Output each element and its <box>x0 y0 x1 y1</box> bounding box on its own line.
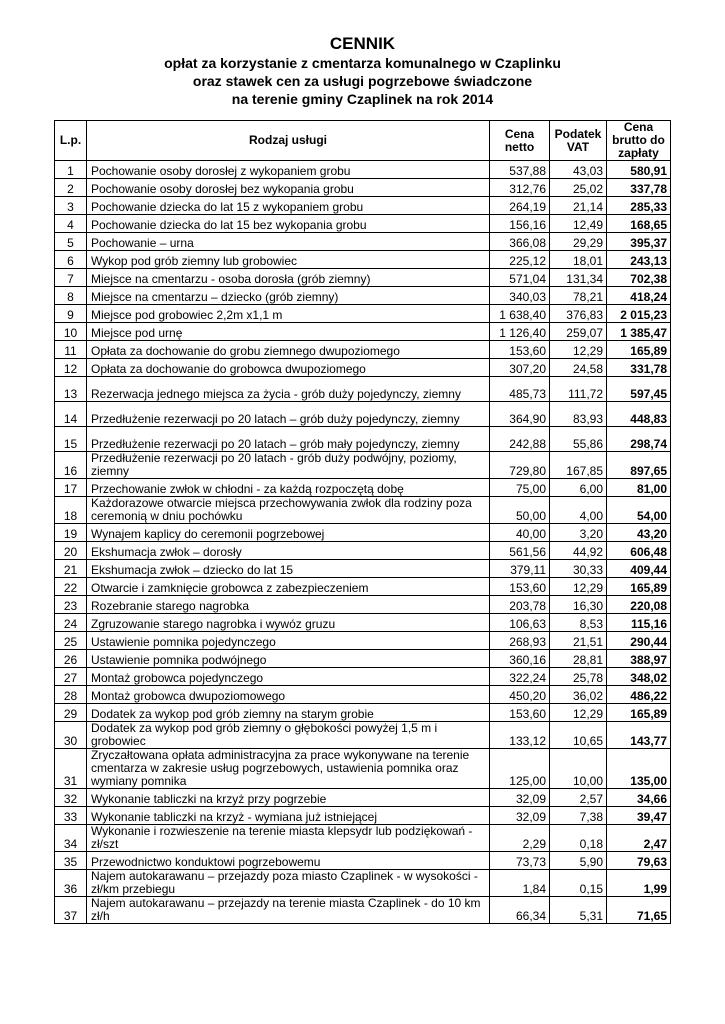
service-name: Wykop pod grób ziemny lub grobowiec <box>87 251 490 269</box>
gross-price: 388,97 <box>607 650 671 668</box>
net-price: 225,12 <box>490 251 550 269</box>
row-number: 30 <box>55 722 87 749</box>
vat-amount: 10,65 <box>550 722 607 749</box>
row-number: 8 <box>55 287 87 305</box>
gross-price: 79,63 <box>607 852 671 870</box>
vat-amount: 8,53 <box>550 614 607 632</box>
vat-amount: 55,86 <box>550 427 607 452</box>
net-price: 537,88 <box>490 161 550 179</box>
row-number: 19 <box>55 524 87 542</box>
row-number: 22 <box>55 578 87 596</box>
service-name: Rozebranie starego nagrobka <box>87 596 490 614</box>
service-name: Ustawienie pomnika pojedynczego <box>87 632 490 650</box>
service-name: Miejsce pod grobowiec 2,2m x1,1 m <box>87 305 490 323</box>
vat-amount: 6,00 <box>550 479 607 497</box>
gross-price: 39,47 <box>607 807 671 825</box>
gross-price: 135,00 <box>607 749 671 789</box>
net-price: 73,73 <box>490 852 550 870</box>
vat-amount: 36,02 <box>550 686 607 704</box>
table-row <box>55 596 671 614</box>
gross-price: 897,65 <box>607 452 671 479</box>
service-name: Najem autokarawanu – przejazdy na terenie miasta Czaplinek - do 10 km zł/h <box>87 897 490 924</box>
service-name: Miejsce na cmentarzu – dziecko (grób ziemny) <box>87 287 490 305</box>
table-row <box>55 668 671 686</box>
table-row <box>55 479 671 497</box>
vat-amount: 28,81 <box>550 650 607 668</box>
gross-price: 597,45 <box>607 377 671 402</box>
row-number: 25 <box>55 632 87 650</box>
subtitle-line-2: oraz stawek cen za usługi pogrzebowe świadczone <box>192 73 533 89</box>
vat-amount: 0,15 <box>550 870 607 897</box>
service-name: Opłata za dochowanie do grobowca dwupoziomego <box>87 359 490 377</box>
table-row <box>55 497 671 524</box>
service-name: Ekshumacja zwłok – dorosły <box>87 542 490 560</box>
gross-price: 409,44 <box>607 560 671 578</box>
net-price: 450,20 <box>490 686 550 704</box>
gross-price: 168,65 <box>607 215 671 233</box>
row-number: 35 <box>55 852 87 870</box>
table-row <box>55 341 671 359</box>
table-row <box>55 427 671 452</box>
vat-amount: 12,29 <box>550 704 607 722</box>
service-name: Każdorazowe otwarcie miejsca przechowywania zwłok dla rodziny poza ceremonią w dniu pochówku <box>87 497 490 524</box>
gross-price: 1 385,47 <box>607 323 671 341</box>
table-row <box>55 215 671 233</box>
gross-price: 448,83 <box>607 402 671 427</box>
vat-amount: 3,20 <box>550 524 607 542</box>
net-price: 50,00 <box>490 497 550 524</box>
net-price: 66,34 <box>490 897 550 924</box>
service-name: Pochowanie – urna <box>87 233 490 251</box>
price-table <box>54 120 671 924</box>
net-price: 153,60 <box>490 704 550 722</box>
header-gross-price: Cena brutto do zapłaty <box>607 121 671 161</box>
net-price: 322,24 <box>490 668 550 686</box>
service-name: Pochowanie osoby dorosłej bez wykopania grobu <box>87 179 490 197</box>
gross-price: 71,65 <box>607 897 671 924</box>
vat-amount: 43,03 <box>550 161 607 179</box>
net-price: 1 638,40 <box>490 305 550 323</box>
table-row <box>55 377 671 402</box>
gross-price: 606,48 <box>607 542 671 560</box>
net-price: 364,90 <box>490 402 550 427</box>
subtitle-line-3: na terenie gminy Czaplinek na rok 2014 <box>231 91 494 107</box>
row-number: 1 <box>55 161 87 179</box>
vat-amount: 29,29 <box>550 233 607 251</box>
row-number: 6 <box>55 251 87 269</box>
service-name: Przedłużenie rezerwacji po 20 latach – grób duży pojedynczy, ziemny <box>87 402 490 427</box>
table-row <box>55 323 671 341</box>
net-price: 125,00 <box>490 749 550 789</box>
net-price: 379,11 <box>490 560 550 578</box>
net-price: 40,00 <box>490 524 550 542</box>
vat-amount: 25,78 <box>550 668 607 686</box>
service-name: Zgruzowanie starego nagrobka i wywóz gruzu <box>87 614 490 632</box>
row-number: 14 <box>55 402 87 427</box>
gross-price: 165,89 <box>607 341 671 359</box>
gross-price: 486,22 <box>607 686 671 704</box>
net-price: 2,29 <box>490 825 550 852</box>
vat-amount: 259,07 <box>550 323 607 341</box>
table-row <box>55 807 671 825</box>
row-number: 33 <box>55 807 87 825</box>
table-row <box>55 722 671 749</box>
net-price: 561,56 <box>490 542 550 560</box>
service-name: Wykonanie tabliczki na krzyż przy pogrzebie <box>87 789 490 807</box>
service-name: Montaż grobowca dwupoziomowego <box>87 686 490 704</box>
row-number: 9 <box>55 305 87 323</box>
table-row <box>55 402 671 427</box>
net-price: 264,19 <box>490 197 550 215</box>
service-name: Ekshumacja zwłok – dziecko do lat 15 <box>87 560 490 578</box>
header-service: Rodzaj usługi <box>87 121 490 161</box>
table-row <box>55 161 671 179</box>
gross-price: 115,16 <box>607 614 671 632</box>
gross-price: 418,24 <box>607 287 671 305</box>
gross-price: 2,47 <box>607 825 671 852</box>
service-name: Otwarcie i zamknięcie grobowca z zabezpieczeniem <box>87 578 490 596</box>
net-price: 156,16 <box>490 215 550 233</box>
table-row <box>55 650 671 668</box>
service-name: Dodatek za wykop pod grób ziemny na starym grobie <box>87 704 490 722</box>
row-number: 36 <box>55 870 87 897</box>
gross-price: 702,38 <box>607 269 671 287</box>
service-name: Pochowanie dziecka do lat 15 z wykopaniem grobu <box>87 197 490 215</box>
service-name: Ustawienie pomnika podwójnego <box>87 650 490 668</box>
row-number: 26 <box>55 650 87 668</box>
table-row <box>55 614 671 632</box>
row-number: 21 <box>55 560 87 578</box>
table-body <box>55 161 671 924</box>
gross-price: 34,66 <box>607 789 671 807</box>
gross-price: 348,02 <box>607 668 671 686</box>
net-price: 312,76 <box>490 179 550 197</box>
row-number: 7 <box>55 269 87 287</box>
row-number: 2 <box>55 179 87 197</box>
net-price: 106,63 <box>490 614 550 632</box>
vat-amount: 111,72 <box>550 377 607 402</box>
subtitle-line-1: opłat za korzystanie z cmentarza komunalnego w Czaplinku <box>164 55 561 71</box>
service-name: Wynajem kaplicy do ceremonii pogrzebowej <box>87 524 490 542</box>
vat-amount: 16,30 <box>550 596 607 614</box>
table-row <box>55 686 671 704</box>
gross-price: 290,44 <box>607 632 671 650</box>
table-row <box>55 704 671 722</box>
gross-price: 220,08 <box>607 596 671 614</box>
row-number: 12 <box>55 359 87 377</box>
gross-price: 1,99 <box>607 870 671 897</box>
table-row <box>55 287 671 305</box>
row-number: 23 <box>55 596 87 614</box>
vat-amount: 78,21 <box>550 287 607 305</box>
net-price: 32,09 <box>490 807 550 825</box>
vat-amount: 21,14 <box>550 197 607 215</box>
row-number: 18 <box>55 497 87 524</box>
vat-amount: 12,29 <box>550 578 607 596</box>
service-name: Rezerwacja jednego miejsca za życia - grób duży pojedynczy, ziemny <box>87 377 490 402</box>
table-row <box>55 578 671 596</box>
vat-amount: 12,49 <box>550 215 607 233</box>
vat-amount: 18,01 <box>550 251 607 269</box>
vat-amount: 30,33 <box>550 560 607 578</box>
row-number: 20 <box>55 542 87 560</box>
service-name: Przechowanie zwłok w chłodni - za każdą rozpoczętą dobę <box>87 479 490 497</box>
vat-amount: 167,85 <box>550 452 607 479</box>
gross-price: 580,91 <box>607 161 671 179</box>
vat-amount: 5,90 <box>550 852 607 870</box>
gross-price: 298,74 <box>607 427 671 452</box>
vat-amount: 44,92 <box>550 542 607 560</box>
service-name: Zryczałtowana opłata administracyjna za prace wykonywane na terenie cmentarza w zakresie usług pogrzebowych, ustawienia pomnika oraz wymiany pomnika <box>87 749 490 789</box>
net-price: 729,80 <box>490 452 550 479</box>
header-net-price: Cena netto <box>490 121 550 161</box>
row-number: 5 <box>55 233 87 251</box>
service-name: Wykonanie i rozwieszenie na terenie miasta klepsydr lub podziękowań - zł/szt <box>87 825 490 852</box>
net-price: 1,84 <box>490 870 550 897</box>
vat-amount: 21,51 <box>550 632 607 650</box>
service-name: Przedłużenie rezerwacji po 20 latach - grób duży podwójny, poziomy, ziemny <box>87 452 490 479</box>
net-price: 242,88 <box>490 427 550 452</box>
service-name: Przewodnictwo konduktowi pogrzebowemu <box>87 852 490 870</box>
service-name: Pochowanie osoby dorosłej z wykopaniem grobu <box>87 161 490 179</box>
table-row <box>55 542 671 560</box>
vat-amount: 12,29 <box>550 341 607 359</box>
service-name: Opłata za dochowanie do grobu ziemnego dwupoziomego <box>87 341 490 359</box>
table-row <box>55 452 671 479</box>
service-name: Miejsce na cmentarzu - osoba dorosła (grób ziemny) <box>87 269 490 287</box>
table-row <box>55 897 671 924</box>
row-number: 29 <box>55 704 87 722</box>
net-price: 75,00 <box>490 479 550 497</box>
table-row <box>55 305 671 323</box>
table-header-row <box>55 121 671 161</box>
vat-amount: 10,00 <box>550 749 607 789</box>
net-price: 203,78 <box>490 596 550 614</box>
row-number: 37 <box>55 897 87 924</box>
gross-price: 43,20 <box>607 524 671 542</box>
table-row <box>55 197 671 215</box>
row-number: 11 <box>55 341 87 359</box>
row-number: 34 <box>55 825 87 852</box>
table-row <box>55 524 671 542</box>
service-name: Wykonanie tabliczki na krzyż - wymiana już istniejącej <box>87 807 490 825</box>
net-price: 307,20 <box>490 359 550 377</box>
gross-price: 2 015,23 <box>607 305 671 323</box>
document-title: CENNIK <box>329 34 396 53</box>
service-name: Przedłużenie rezerwacji po 20 latach – grób mały pojedynczy, ziemny <box>87 427 490 452</box>
vat-amount: 25,02 <box>550 179 607 197</box>
table-row <box>55 789 671 807</box>
net-price: 366,08 <box>490 233 550 251</box>
table-row <box>55 359 671 377</box>
gross-price: 54,00 <box>607 497 671 524</box>
table-row <box>55 560 671 578</box>
net-price: 340,03 <box>490 287 550 305</box>
header-vat: Podatek VAT <box>550 121 607 161</box>
service-name: Najem autokarawanu – przejazdy poza miasto Czaplinek - w wysokości - zł/km przebiegu <box>87 870 490 897</box>
net-price: 153,60 <box>490 578 550 596</box>
service-name: Miejsce pod urnę <box>87 323 490 341</box>
service-name: Pochowanie dziecka do lat 15 bez wykopania grobu <box>87 215 490 233</box>
row-number: 27 <box>55 668 87 686</box>
gross-price: 165,89 <box>607 578 671 596</box>
table-row <box>55 749 671 789</box>
row-number: 31 <box>55 749 87 789</box>
gross-price: 285,33 <box>607 197 671 215</box>
vat-amount: 7,38 <box>550 807 607 825</box>
table-row <box>55 870 671 897</box>
row-number: 4 <box>55 215 87 233</box>
row-number: 28 <box>55 686 87 704</box>
vat-amount: 24,58 <box>550 359 607 377</box>
table-row <box>55 179 671 197</box>
header-lp: L.p. <box>55 121 87 161</box>
service-name: Montaż grobowca pojedynczego <box>87 668 490 686</box>
row-number: 10 <box>55 323 87 341</box>
table-row <box>55 852 671 870</box>
vat-amount: 83,93 <box>550 402 607 427</box>
net-price: 153,60 <box>490 341 550 359</box>
row-number: 17 <box>55 479 87 497</box>
row-number: 13 <box>55 377 87 402</box>
gross-price: 165,89 <box>607 704 671 722</box>
net-price: 485,73 <box>490 377 550 402</box>
table-row <box>55 269 671 287</box>
gross-price: 81,00 <box>607 479 671 497</box>
gross-price: 337,78 <box>607 179 671 197</box>
row-number: 15 <box>55 427 87 452</box>
vat-amount: 5,31 <box>550 897 607 924</box>
row-number: 16 <box>55 452 87 479</box>
net-price: 268,93 <box>490 632 550 650</box>
vat-amount: 2,57 <box>550 789 607 807</box>
net-price: 32,09 <box>490 789 550 807</box>
vat-amount: 4,00 <box>550 497 607 524</box>
net-price: 1 126,40 <box>490 323 550 341</box>
vat-amount: 376,83 <box>550 305 607 323</box>
table-row <box>55 233 671 251</box>
net-price: 133,12 <box>490 722 550 749</box>
vat-amount: 131,34 <box>550 269 607 287</box>
gross-price: 331,78 <box>607 359 671 377</box>
gross-price: 243,13 <box>607 251 671 269</box>
gross-price: 143,77 <box>607 722 671 749</box>
net-price: 571,04 <box>490 269 550 287</box>
row-number: 3 <box>55 197 87 215</box>
service-name: Dodatek za wykop pod grób ziemny o głębokości powyżej 1,5 m i grobowiec <box>87 722 490 749</box>
row-number: 24 <box>55 614 87 632</box>
table-row <box>55 251 671 269</box>
table-row <box>55 632 671 650</box>
vat-amount: 0,18 <box>550 825 607 852</box>
net-price: 360,16 <box>490 650 550 668</box>
row-number: 32 <box>55 789 87 807</box>
table-row <box>55 825 671 852</box>
gross-price: 395,37 <box>607 233 671 251</box>
